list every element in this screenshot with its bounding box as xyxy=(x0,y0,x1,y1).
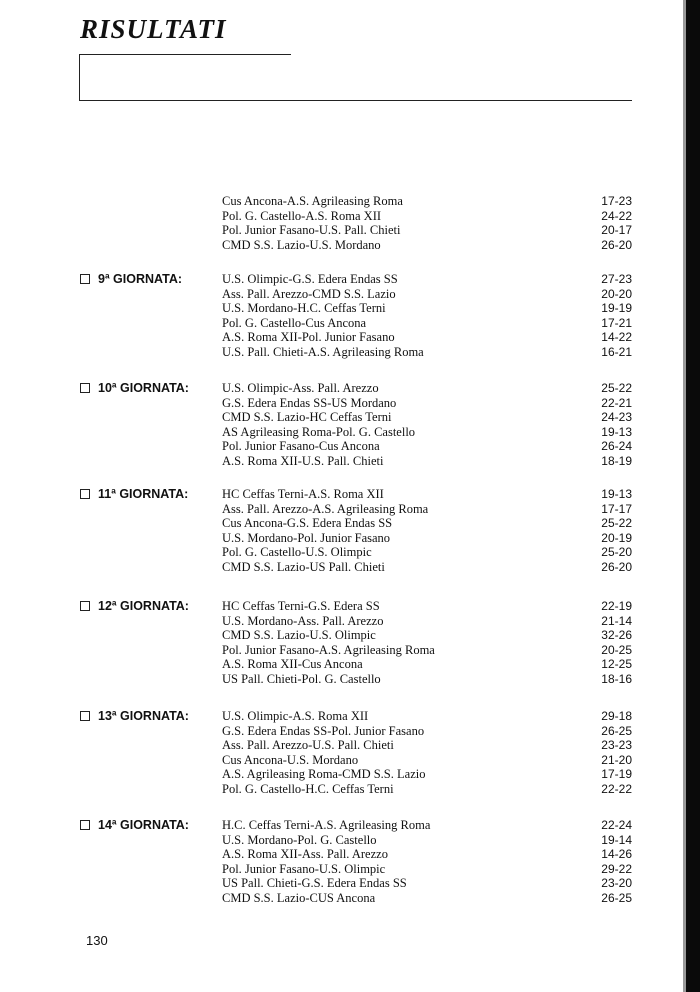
match-teams: HC Ceffas Terni-A.S. Roma XII xyxy=(222,487,384,501)
match-teams: A.S. Roma XII-Pol. Junior Fasano xyxy=(222,330,395,345)
match-score: 19-19 xyxy=(601,301,632,316)
match-row xyxy=(0,782,700,797)
frame-left-rule xyxy=(79,54,80,101)
match-row xyxy=(0,818,700,833)
match-score: 23-20 xyxy=(601,876,632,891)
match-score: 29-18 xyxy=(601,709,632,723)
match-row xyxy=(0,614,700,629)
match-teams: Ass. Pall. Arezzo-U.S. Pall. Chieti xyxy=(222,738,394,753)
match-teams: Pol. G. Castello-H.C. Ceffas Terni xyxy=(222,782,394,796)
match-teams: Pol. Junior Fasano-U.S. Pall. Chieti xyxy=(222,223,401,238)
match-teams: Ass. Pall. Arezzo-A.S. Agrileasing Roma xyxy=(222,501,429,516)
match-teams: CMD S.S. Lazio-US Pall. Chieti xyxy=(222,560,385,574)
match-row xyxy=(0,643,700,658)
match-teams: Cus Ancona-A.S. Agrileasing Roma xyxy=(222,194,403,208)
match-score: 26-20 xyxy=(601,560,632,574)
match-row xyxy=(0,753,700,768)
match-score: 14-26 xyxy=(601,847,632,862)
match-score: 22-19 xyxy=(601,599,632,613)
match-score: 19-14 xyxy=(601,832,632,847)
match-row xyxy=(0,724,700,739)
match-teams: G.S. Edera Endas SS-US Mordano xyxy=(222,395,397,410)
match-teams: Ass. Pall. Arezzo-CMD S.S. Lazio xyxy=(222,286,396,301)
match-score: 24-23 xyxy=(601,410,632,425)
match-row xyxy=(0,833,700,848)
round-section xyxy=(0,272,700,360)
match-score: 20-19 xyxy=(601,530,632,545)
match-teams: Cus Ancona-G.S. Edera Endas SS xyxy=(222,516,393,531)
match-teams: CMD S.S. Lazio-CUS Ancona xyxy=(222,891,376,905)
match-row xyxy=(0,531,700,546)
match-score: 25-20 xyxy=(601,545,632,560)
match-score: 17-21 xyxy=(601,315,632,330)
match-teams: Pol. G. Castello-U.S. Olimpic xyxy=(222,545,372,560)
match-score: 17-17 xyxy=(601,501,632,516)
round-label-text: 13ª GIORNATA: xyxy=(98,709,189,723)
match-row xyxy=(0,301,700,316)
round-section xyxy=(0,487,700,575)
match-row xyxy=(0,345,700,360)
match-teams: A.S. Agrileasing Roma-CMD S.S. Lazio xyxy=(222,767,426,782)
match-teams: H.C. Ceffas Terni-A.S. Agrileasing Roma xyxy=(222,818,431,832)
match-row xyxy=(0,487,700,502)
match-row xyxy=(0,891,700,906)
match-row xyxy=(0,502,700,517)
match-teams: G.S. Edera Endas SS-Pol. Junior Fasano xyxy=(222,723,425,738)
match-row xyxy=(0,657,700,672)
match-score: 23-23 xyxy=(601,738,632,753)
match-teams: Pol. Junior Fasano-Cus Ancona xyxy=(222,439,380,454)
match-teams: U.S. Olimpic-G.S. Edera Endas SS xyxy=(222,272,398,286)
round-section xyxy=(0,709,700,797)
match-teams: AS Agrileasing Roma-Pol. G. Castello xyxy=(222,424,416,439)
round-label-text: 9ª GIORNATA: xyxy=(98,272,183,286)
match-teams: U.S. Mordano-Pol. G. Castello xyxy=(222,832,377,847)
match-teams: A.S. Roma XII-U.S. Pall. Chieti xyxy=(222,454,384,468)
match-score: 24-22 xyxy=(601,208,632,223)
match-row xyxy=(0,316,700,331)
match-row xyxy=(0,862,700,877)
match-score: 22-21 xyxy=(601,395,632,410)
match-teams: Cus Ancona-U.S. Mordano xyxy=(222,752,359,767)
match-row xyxy=(0,238,700,253)
match-score: 20-17 xyxy=(601,223,632,238)
match-row xyxy=(0,454,700,469)
match-score: 22-24 xyxy=(601,818,632,832)
match-row xyxy=(0,381,700,396)
match-teams: US Pall. Chieti-G.S. Edera Endas SS xyxy=(222,876,407,891)
match-score: 26-25 xyxy=(601,891,632,905)
match-row xyxy=(0,545,700,560)
match-row xyxy=(0,599,700,614)
match-row xyxy=(0,709,700,724)
match-score: 22-22 xyxy=(601,782,632,796)
match-row xyxy=(0,847,700,862)
match-row xyxy=(0,738,700,753)
match-score: 21-20 xyxy=(601,752,632,767)
match-row xyxy=(0,439,700,454)
match-teams: CMD S.S. Lazio-U.S. Mordano xyxy=(222,237,381,252)
match-teams: A.S. Roma XII-Ass. Pall. Arezzo xyxy=(222,847,388,862)
frame-bottom-rule xyxy=(79,100,632,101)
match-teams: HC Ceffas Terni-G.S. Edera SS xyxy=(222,599,380,613)
match-score: 18-16 xyxy=(601,672,632,686)
match-row xyxy=(0,209,700,224)
round-label-text: 12ª GIORNATA: xyxy=(98,599,189,613)
match-row xyxy=(0,287,700,302)
match-teams: U.S. Pall. Chieti-A.S. Agrileasing Roma xyxy=(222,345,424,359)
match-score: 20-25 xyxy=(601,642,632,657)
match-teams: Pol. G. Castello-Cus Ancona xyxy=(222,315,367,330)
match-score: 16-21 xyxy=(601,345,632,359)
match-teams: U.S. Olimpic-Ass. Pall. Arezzo xyxy=(222,381,379,395)
match-teams: Pol. G. Castello-A.S. Roma XII xyxy=(222,208,382,223)
match-score: 26-24 xyxy=(601,439,632,454)
match-row xyxy=(0,876,700,891)
match-row xyxy=(0,194,700,209)
match-row xyxy=(0,560,700,575)
match-row xyxy=(0,767,700,782)
match-score: 17-19 xyxy=(601,767,632,782)
match-score: 26-20 xyxy=(601,237,632,252)
match-score: 18-19 xyxy=(601,454,632,468)
match-score: 21-14 xyxy=(601,613,632,628)
match-teams: Pol. Junior Fasano-A.S. Agrileasing Roma xyxy=(222,642,435,657)
match-score: 20-20 xyxy=(601,286,632,301)
match-score: 25-22 xyxy=(601,381,632,395)
match-teams: Pol. Junior Fasano-U.S. Olimpic xyxy=(222,861,386,876)
round-label-text: 11ª GIORNATA: xyxy=(98,487,189,501)
match-row xyxy=(0,628,700,643)
round-section xyxy=(0,818,700,906)
match-score: 12-25 xyxy=(601,657,632,672)
match-row xyxy=(0,223,700,238)
match-score: 19-13 xyxy=(601,424,632,439)
match-teams: US Pall. Chieti-Pol. G. Castello xyxy=(222,672,381,686)
match-score: 29-22 xyxy=(601,861,632,876)
match-row xyxy=(0,272,700,287)
match-row xyxy=(0,516,700,531)
match-row xyxy=(0,425,700,440)
page-number: 130 xyxy=(86,933,108,948)
match-score: 14-22 xyxy=(601,330,632,345)
match-row xyxy=(0,672,700,687)
match-score: 25-22 xyxy=(601,516,632,531)
match-teams: CMD S.S. Lazio-U.S. Olimpic xyxy=(222,628,376,643)
match-teams: U.S. Mordano-Ass. Pall. Arezzo xyxy=(222,613,384,628)
round-section xyxy=(0,599,700,687)
match-teams: CMD S.S. Lazio-HC Ceffas Terni xyxy=(222,410,392,425)
match-teams: A.S. Roma XII-Cus Ancona xyxy=(222,657,363,672)
match-score: 32-26 xyxy=(601,628,632,643)
round-label-text: 10ª GIORNATA: xyxy=(98,381,189,395)
round-section xyxy=(0,194,700,252)
match-score: 19-13 xyxy=(601,487,632,501)
match-row xyxy=(0,396,700,411)
match-teams: U.S. Mordano-Pol. Junior Fasano xyxy=(222,530,391,545)
match-teams: U.S. Olimpic-A.S. Roma XII xyxy=(222,709,369,723)
round-section xyxy=(0,381,700,469)
match-row xyxy=(0,330,700,345)
match-score: 26-25 xyxy=(601,723,632,738)
round-label-text: 14ª GIORNATA: xyxy=(98,818,189,832)
match-teams: U.S. Mordano-H.C. Ceffas Terni xyxy=(222,301,386,316)
match-row xyxy=(0,410,700,425)
match-score: 27-23 xyxy=(601,272,632,286)
frame-top-rule xyxy=(79,54,291,55)
page-title: RISULTATI xyxy=(80,14,227,44)
match-score: 17-23 xyxy=(601,194,632,208)
